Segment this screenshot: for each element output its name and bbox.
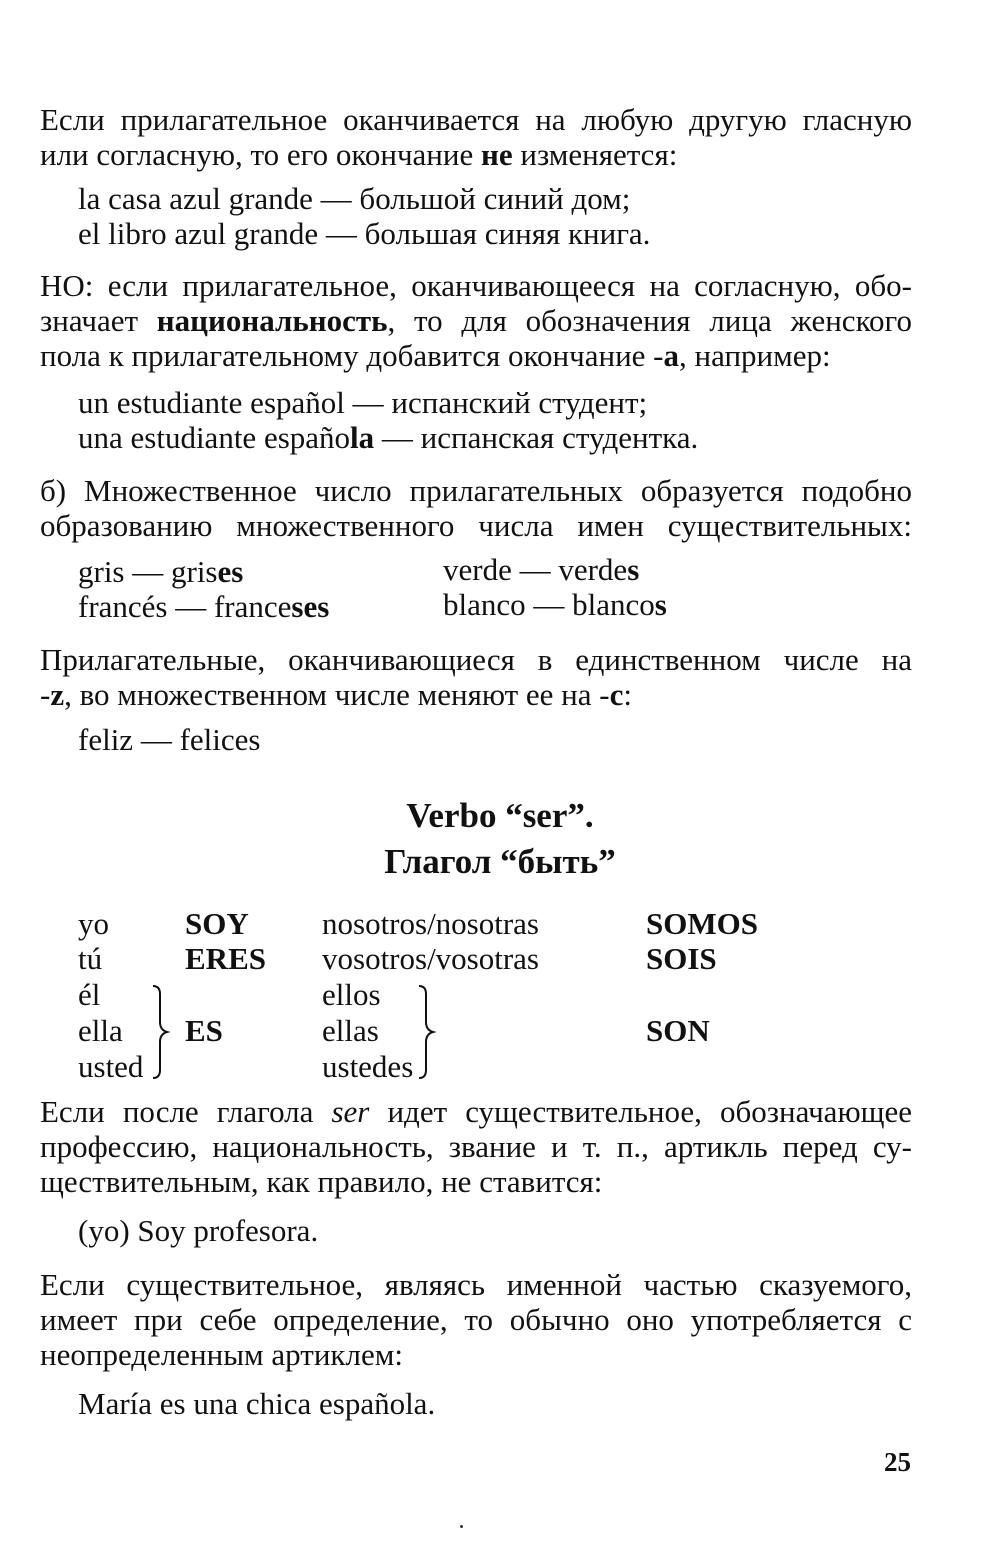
text-run: идет существительное, обозначающее [369,1094,912,1129]
section-heading-spanish: Verbo “ser”. [406,796,594,835]
example-2-line-2 [78,420,698,455]
text-run: , например: [679,338,831,373]
text-run: blanco — blanco [443,587,655,622]
paragraph-6-line-1: Если существительное, являясь именной частью сказуемого, [40,1267,912,1302]
verb-sois: SOIS [646,941,717,976]
italic-text: ser [331,1094,370,1129]
text-run: , во множественном числе меняют ее на - [64,677,610,712]
bold-text: s [627,552,640,587]
verb-somos: SOMOS [646,906,758,941]
paragraph-6-line-3: неопределенным артиклем: [40,1337,403,1372]
bold-text: z [50,677,65,712]
text-run: или согласную, то его окончание [40,137,481,172]
plural-example-b1 [78,589,329,624]
paragraph-4 [40,642,912,712]
paragraph-2-line-2 [40,303,912,338]
example-1-line-2: el libro azul grande — большая синяя книга. [78,216,651,251]
paragraph-5 [40,1094,912,1199]
text-run: gris — gris [78,554,218,589]
bold-text: es [217,554,244,589]
verb-es: ES [185,1013,223,1048]
paragraph-6 [40,1267,912,1372]
text-run: изменяется: [512,137,678,172]
text-run: — испанская студентка. [374,420,699,455]
bold-text: а [663,338,679,373]
text-run: verde — verde [443,552,628,587]
text-run: Если после глагола [40,1094,332,1129]
left-brace-singular [150,984,174,1080]
pronoun-tu: tú [78,941,103,976]
text-run: пола к прилагательному добавится окончание - [40,338,664,373]
pronoun-ustedes: ustedes [322,1049,414,1084]
paragraph-2 [40,268,912,373]
text-run: - [40,677,51,712]
text-run: значает [40,303,157,338]
plural-example-a2 [443,552,639,587]
paragraph-5-line-3: ществительным, как правило, не ставится: [40,1164,603,1199]
paragraph-5-line-1 [40,1094,912,1129]
bold-text: ses [291,589,330,624]
paragraph-4-line-1: Прилагательные, оканчивающиеся в единственном числе на [40,642,912,677]
pronoun-el: él [78,977,101,1012]
paragraph-4-line-2 [40,677,912,712]
example-1-line-1: la casa azul grande — большой синий дом; [78,181,631,216]
text-run: , то для обозначения лица женского [387,303,913,338]
paragraph-6-line-2: имеет при себе определение, то обычно оно употребляется с [40,1302,912,1337]
left-brace-plural [416,984,440,1080]
paragraph-3-line-2: образованию множественного числа имен существительных: [40,508,912,543]
paragraph-2-line-1: НО: если прилагательное, оканчивающееся на согласную, обо- [40,268,912,303]
pronoun-usted: usted [78,1049,144,1084]
paragraph-1-line-2 [40,137,912,172]
example-3: feliz — felices [78,722,261,757]
text-run: una estudiante españo [78,420,351,455]
bold-text: национальность [156,303,388,338]
paragraph-5-line-2: профессию, национальность, звание и т. п., артикль перед су- [40,1129,912,1164]
page-number: 25 [884,1447,911,1477]
scan-speck [460,1525,463,1528]
pronoun-ellos: ellos [322,977,381,1012]
example-2-line-1: un estudiante español — испанский студент; [78,385,648,420]
paragraph-1-line-1: Если прилагательное оканчивается на любую другую гласную [40,102,912,137]
pronoun-ellas: ellas [322,1013,379,1048]
pronoun-nosotros: nosotros/nosotras [322,906,539,941]
bold-text: la [350,420,375,455]
bold-text: не [481,137,513,172]
pronoun-ella: ella [78,1013,123,1048]
pronoun-vosotros: vosotros/vosotras [322,941,539,976]
verb-eres: ERES [185,941,266,976]
verb-son: SON [646,1013,710,1048]
paragraph-3 [40,473,912,543]
pronoun-yo: yo [78,906,109,941]
example-4: (yo) Soy profesora. [78,1213,319,1248]
example-5: María es una chica española. [78,1386,436,1421]
text-run: francés — france [78,589,292,624]
paragraph-1 [40,102,912,172]
text-run: : [623,677,632,712]
paragraph-2-line-3 [40,338,912,373]
verb-soy: SOY [185,906,249,941]
plural-example-b2 [443,587,667,622]
paragraph-3-line-1: б) Множественное число прилагательных образуется подобно [40,473,912,508]
section-heading-russian: Глагол “быть” [384,842,616,881]
bold-text: s [654,587,667,622]
plural-example-a1 [78,554,243,589]
bold-text: c [609,677,624,712]
